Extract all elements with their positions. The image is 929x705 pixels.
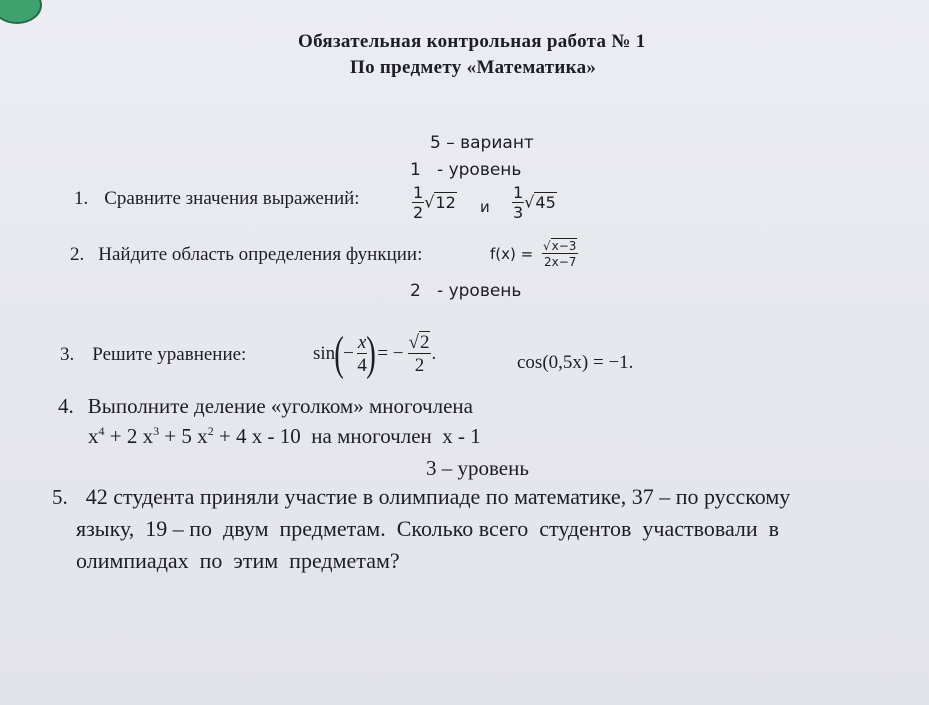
document-title: Обязательная контрольная работа № 1 — [298, 31, 646, 52]
task-2-function: f(x) = $\frac{√x-3}{2x-7}$ — [490, 239, 577, 269]
task-text: Найдите область определения функции: — [98, 244, 423, 265]
task-4 — [58, 394, 473, 419]
task-5 — [52, 484, 790, 510]
task-text: Решите уравнение: — [92, 344, 247, 365]
document-subtitle: По предмету «Математика» — [350, 57, 597, 78]
task-number: 4. — [58, 394, 74, 418]
level-2-label: 2 - уровень — [410, 281, 522, 301]
task-1-expression-b: $\frac{1}{3}$ √45 — [513, 183, 556, 222]
task-text-line-1: 42 студента приняли участие в олимпиаде по математике, 37 – по русскому — [85, 484, 791, 509]
task-4-polynomial: $x^4 + 2$ $x^3 + 5$ $x^2 + 4$ x - 10 на многочлен x - 1 — [88, 424, 481, 448]
task-1-expression-a: $\frac{1}{2}$ √12 — [413, 183, 456, 222]
task-text: Выполните деление «уголком» многочлена — [87, 394, 473, 418]
task-text-line-3: олимпиадах по этим предметам? — [76, 548, 400, 573]
task-number: 2. — [70, 244, 85, 265]
task-3-equation-2: cos(0,5x) = −1. — [517, 352, 634, 373]
level-3-label: 3 – уровень — [426, 456, 529, 480]
level-1-label: 1 - уровень — [410, 160, 522, 180]
task-3-equation-1: sin ( − $\frac{x}{4}$ ) = − $\frac{√2}{2}$ . — [313, 327, 437, 380]
corner-sticker — [0, 0, 42, 24]
task-text-line-2: языку, 19 – по двум предметам. Сколько всего студентов участвовали в — [76, 516, 780, 541]
task-text: Сравните значения выражений: — [104, 188, 360, 209]
task-1 — [74, 188, 360, 210]
task-number: 1. — [74, 188, 89, 209]
variant-label: 5 – вариант — [430, 133, 534, 153]
task-2 — [70, 244, 422, 266]
task-3 — [60, 344, 246, 366]
task-1-and: и — [480, 198, 490, 216]
task-number: 5. — [52, 485, 68, 509]
task-number: 3. — [60, 344, 75, 365]
